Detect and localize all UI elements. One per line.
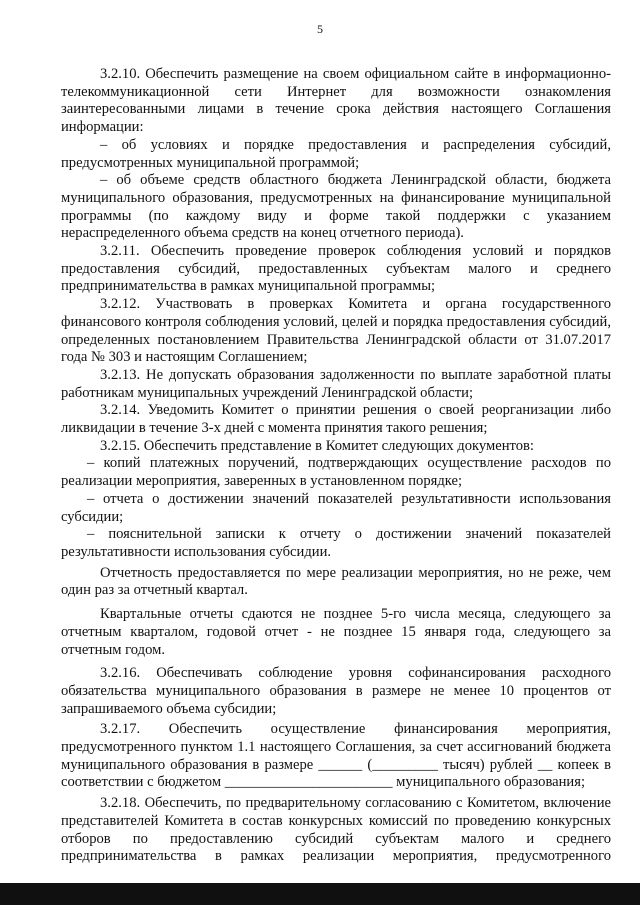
paragraph: 3.2.18. Обеспечить, по предварительному согласованию с Комитетом, включение представителей Комитета в состав конкурсных комиссий по проведению конкурсных отборов по предоставлению субсидий субъектам малого и среднего предпринимательства в рамках реализации мероприятия, предусмотренного <box>61 795 611 865</box>
document-body <box>61 66 611 866</box>
paragraph: 3.2.15. Обеспечить представление в Комитет следующих документов: <box>100 437 534 454</box>
paragraph: – копий платежных поручений, подтверждающих осуществление расходов по реализации мероприятия, заверенных в установленном порядке; <box>61 455 611 490</box>
paragraph: – об объеме средств областного бюджета Ленинградской области, бюджета муниципального образования, предусмотренных на финансирование муниципальной программы (по каждому виду и форме такой поддержки с указанием нераспределенного объема средств на конец отчетного периода). <box>61 172 611 242</box>
paragraph: 3.2.14. Уведомить Комитет о принятии решения о своей реорганизации либо ликвидации в течение 3-х дней с момента принятия такого решения; <box>61 402 611 437</box>
paragraph: 3.2.11. Обеспечить проведение проверок соблюдения условий и порядков предоставления субсидий, предоставленных субъектам малого и среднего предпринимательства в рамках муниципальной программы; <box>61 243 611 295</box>
page-number: 5 <box>317 22 323 36</box>
paragraph: 3.2.16. Обеспечивать соблюдение уровня софинансирования расходного обязательства муниципального образования в размере не менее 10 процентов от запрашиваемого объема субсидии; <box>61 665 611 717</box>
paragraph: Отчетность предоставляется по мере реализации мероприятия, но не реже, чем один раз за отчетный квартал. <box>61 564 611 599</box>
paragraph: – отчета о достижении значений показателей результативности использования субсидии; <box>61 490 611 525</box>
scan-edge-bar <box>0 883 640 905</box>
paragraph: 3.2.13. Не допускать образования задолженности по выплате заработной платы работникам муниципальных учреждений Ленинградской области; <box>61 366 611 401</box>
paragraph: – пояснительной записки к отчету о достижении значений показателей результативности использования субсидии. <box>61 526 611 560</box>
paragraph: 3.2.17. Обеспечить осуществление финансирования мероприятия, предусмотренного пунктом 1.1 настоящего Соглашения, за счет ассигнований бюджета муниципального образования в размере ______ (_________ тысяч) рублей __ копеек в соответствии с бюджетом _______________________ муниципального образования; <box>61 721 611 791</box>
paragraph: – об условиях и порядке предоставления и распределения субсидий, предусмотренных муниципальной программой; <box>61 136 611 171</box>
paragraph: Квартальные отчеты сдаются не позднее 5-го числа месяца, следующего за отчетным кварталом, годовой отчет - не позднее 15 января года, следующего за отчетным годом. <box>61 606 611 658</box>
paragraph: 3.2.12. Участвовать в проверках Комитета и органа государственного финансового контроля соблюдения условий, целей и порядка предоставления субсидий, определенных постановлением Правительства Ленинградской области от 31.07.2017 года № 303 и настоящим Соглашением; <box>61 296 611 366</box>
paragraph: 3.2.10. Обеспечить размещение на своем официальном сайте в информационно-телекоммуникационной сети Интернет для возможности ознакомления заинтересованными лицами в течение срока действия настоящего Соглашения информации: <box>61 66 611 136</box>
